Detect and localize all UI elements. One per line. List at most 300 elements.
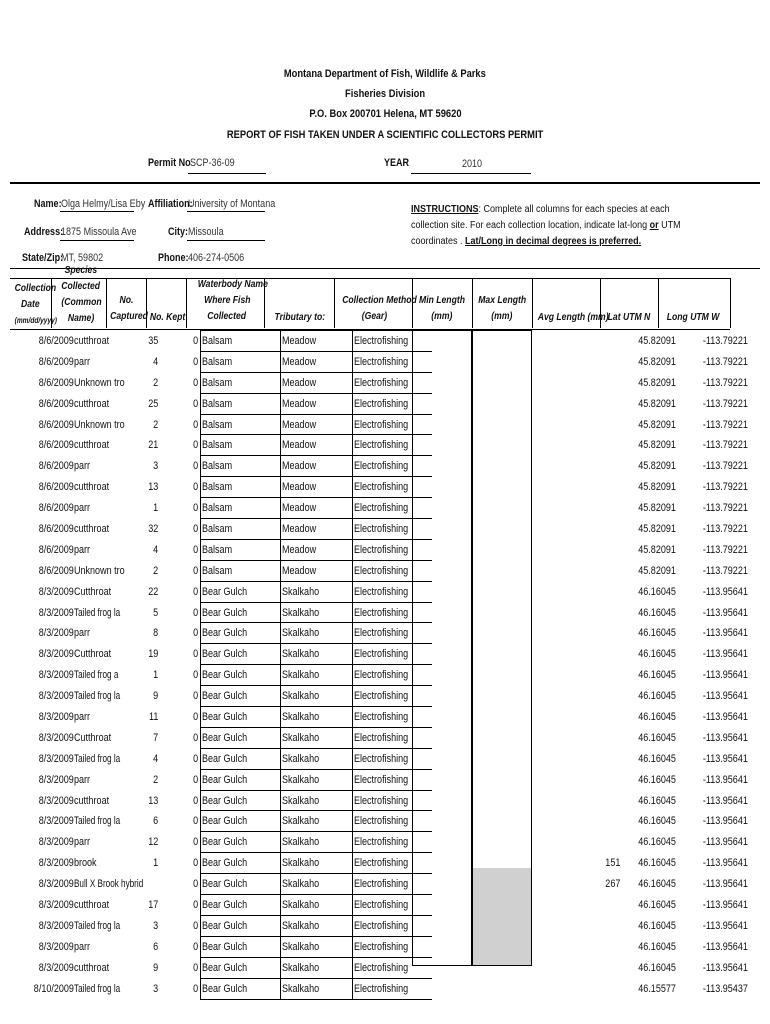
cell-kept[interactable]: 0 xyxy=(192,502,198,515)
cell-tributary[interactable]: Skalkaho xyxy=(281,978,353,999)
cell-max[interactable] xyxy=(492,414,552,435)
cell-species[interactable]: Unknown tro xyxy=(74,418,125,431)
cell-kept[interactable]: 0 xyxy=(192,606,198,619)
cell-min[interactable] xyxy=(432,435,492,456)
cell-avg[interactable] xyxy=(552,832,620,853)
cell-kept[interactable]: 0 xyxy=(192,940,198,953)
cell-lat[interactable]: 46.16045 xyxy=(638,669,676,682)
cell-date[interactable]: 8/6/2009 xyxy=(38,376,74,389)
cell-lat[interactable]: 46.16045 xyxy=(638,961,676,974)
cell-max[interactable] xyxy=(492,957,552,978)
cell-tributary[interactable]: Skalkaho xyxy=(281,602,353,623)
cell-avg[interactable] xyxy=(552,519,620,540)
cell-tributary[interactable]: Skalkaho xyxy=(281,853,353,874)
cell-method[interactable]: Electrofishing xyxy=(353,895,433,916)
cell-waterbody[interactable]: Bear Gulch xyxy=(201,957,281,978)
cell-avg[interactable] xyxy=(552,665,620,686)
cell-min[interactable] xyxy=(432,790,492,811)
cell-waterbody[interactable]: Balsam xyxy=(201,560,281,581)
cell-species[interactable]: Tailed frog la xyxy=(74,606,121,619)
cell-kept[interactable]: 0 xyxy=(192,439,198,452)
cell-min[interactable] xyxy=(432,686,492,707)
cell-species[interactable]: Cutthroat xyxy=(74,648,112,661)
cell-date[interactable]: 8/3/2009 xyxy=(38,690,74,703)
cell-date[interactable]: 8/10/2009 xyxy=(33,982,74,995)
cell-date[interactable]: 8/3/2009 xyxy=(38,940,74,953)
cell-captured[interactable]: 2 xyxy=(152,564,158,577)
cell-min[interactable] xyxy=(432,331,492,352)
cell-kept[interactable]: 0 xyxy=(192,355,198,368)
cell-tributary[interactable]: Skalkaho xyxy=(281,874,353,895)
cell-waterbody[interactable]: Balsam xyxy=(201,519,281,540)
cell-tributary[interactable]: Skalkaho xyxy=(281,936,353,957)
cell-species[interactable]: Tailed frog la xyxy=(74,815,121,828)
cell-lat[interactable]: 45.82091 xyxy=(638,543,676,556)
cell-kept[interactable]: 0 xyxy=(192,418,198,431)
cell-min[interactable] xyxy=(432,393,492,414)
cell-species[interactable]: parr xyxy=(74,543,91,556)
cell-method[interactable]: Electrofishing xyxy=(353,644,433,665)
cell-tributary[interactable]: Meadow xyxy=(281,372,353,393)
cell-min[interactable] xyxy=(432,895,492,916)
cell-method[interactable]: Electrofishing xyxy=(353,498,433,519)
cell-long[interactable]: -113.95641 xyxy=(703,857,748,870)
cell-lat[interactable]: 46.15577 xyxy=(638,982,676,995)
cell-long[interactable]: -113.95641 xyxy=(703,627,748,640)
cell-avg[interactable] xyxy=(552,372,620,393)
cell-waterbody[interactable]: Bear Gulch xyxy=(201,623,281,644)
cell-lat[interactable]: 46.16045 xyxy=(638,836,676,849)
cell-species[interactable]: cutthroat xyxy=(74,481,110,494)
cell-kept[interactable]: 0 xyxy=(192,627,198,640)
cell-species[interactable]: parr xyxy=(74,502,91,515)
cell-min[interactable] xyxy=(432,957,492,978)
cell-long[interactable]: -113.95641 xyxy=(703,648,748,661)
cell-method[interactable]: Electrofishing xyxy=(353,602,433,623)
cell-lat[interactable]: 45.82091 xyxy=(638,439,676,452)
cell-max[interactable] xyxy=(492,581,552,602)
cell-captured[interactable]: 17 xyxy=(147,898,158,911)
cell-captured[interactable]: 12 xyxy=(147,836,158,849)
cell-tributary[interactable]: Meadow xyxy=(281,539,353,560)
cell-lat[interactable]: 46.16045 xyxy=(638,898,676,911)
cell-kept[interactable]: 0 xyxy=(192,564,198,577)
address-value[interactable]: 1875 Missoula Ave xyxy=(61,226,137,238)
cell-waterbody[interactable]: Bear Gulch xyxy=(201,790,281,811)
cell-min[interactable] xyxy=(432,519,492,540)
cell-max[interactable] xyxy=(492,895,552,916)
cell-date[interactable]: 8/3/2009 xyxy=(38,752,74,765)
cell-max[interactable] xyxy=(492,393,552,414)
cell-tributary[interactable]: Skalkaho xyxy=(281,623,353,644)
cell-date[interactable]: 8/6/2009 xyxy=(38,397,74,410)
cell-captured[interactable]: 6 xyxy=(152,815,158,828)
cell-method[interactable]: Electrofishing xyxy=(353,519,433,540)
cell-tributary[interactable]: Meadow xyxy=(281,435,353,456)
cell-long[interactable]: -113.95641 xyxy=(703,940,748,953)
cell-kept[interactable]: 0 xyxy=(192,919,198,932)
cell-avg[interactable] xyxy=(552,560,620,581)
cell-lat[interactable]: 46.16045 xyxy=(638,815,676,828)
cell-max[interactable] xyxy=(492,331,552,352)
cell-avg[interactable] xyxy=(552,707,620,728)
cell-method[interactable]: Electrofishing xyxy=(353,686,433,707)
cell-method[interactable]: Electrofishing xyxy=(353,790,433,811)
cell-waterbody[interactable]: Balsam xyxy=(201,372,281,393)
cell-kept[interactable]: 0 xyxy=(192,376,198,389)
cell-species[interactable]: parr xyxy=(74,940,91,953)
cell-date[interactable]: 8/3/2009 xyxy=(38,898,74,911)
cell-min[interactable] xyxy=(432,414,492,435)
cell-tributary[interactable]: Meadow xyxy=(281,477,353,498)
cell-method[interactable]: Electrofishing xyxy=(353,393,433,414)
cell-min[interactable] xyxy=(432,936,492,957)
cell-waterbody[interactable]: Balsam xyxy=(201,351,281,372)
cell-method[interactable]: Electrofishing xyxy=(353,727,433,748)
cell-kept[interactable]: 0 xyxy=(192,334,198,347)
cell-long[interactable]: -113.79221 xyxy=(703,564,748,577)
cell-species[interactable]: parr xyxy=(74,460,91,473)
cell-waterbody[interactable]: Bear Gulch xyxy=(201,811,281,832)
cell-captured[interactable]: 4 xyxy=(152,355,158,368)
cell-waterbody[interactable]: Bear Gulch xyxy=(201,727,281,748)
cell-tributary[interactable]: Skalkaho xyxy=(281,769,353,790)
cell-date[interactable]: 8/3/2009 xyxy=(38,710,74,723)
cell-lat[interactable]: 46.16045 xyxy=(638,919,676,932)
cell-tributary[interactable]: Meadow xyxy=(281,456,353,477)
cell-min[interactable] xyxy=(432,707,492,728)
cell-avg[interactable]: 267 xyxy=(604,878,620,891)
cell-method[interactable]: Electrofishing xyxy=(353,623,433,644)
cell-max[interactable] xyxy=(492,853,552,874)
cell-avg[interactable] xyxy=(552,623,620,644)
cell-species[interactable]: cutthroat xyxy=(74,794,110,807)
cell-min[interactable] xyxy=(432,456,492,477)
cell-kept[interactable]: 0 xyxy=(192,710,198,723)
cell-waterbody[interactable]: Balsam xyxy=(201,477,281,498)
cell-lat[interactable]: 46.16045 xyxy=(638,627,676,640)
cell-waterbody[interactable]: Balsam xyxy=(201,414,281,435)
cell-lat[interactable]: 46.16045 xyxy=(638,648,676,661)
cell-captured[interactable]: 2 xyxy=(152,773,158,786)
cell-method[interactable]: Electrofishing xyxy=(353,707,433,728)
cell-species[interactable]: cutthroat xyxy=(74,522,110,535)
cell-waterbody[interactable]: Bear Gulch xyxy=(201,581,281,602)
cell-species[interactable]: Tailed frog la xyxy=(74,752,121,765)
cell-method[interactable]: Electrofishing xyxy=(353,832,433,853)
cell-tributary[interactable]: Skalkaho xyxy=(281,707,353,728)
cell-waterbody[interactable]: Bear Gulch xyxy=(201,748,281,769)
cell-captured[interactable]: 13 xyxy=(147,794,158,807)
cell-date[interactable]: 8/6/2009 xyxy=(38,460,74,473)
cell-lat[interactable]: 46.16045 xyxy=(638,857,676,870)
cell-captured[interactable]: 6 xyxy=(152,940,158,953)
cell-kept[interactable]: 0 xyxy=(192,982,198,995)
cell-lat[interactable]: 45.82091 xyxy=(638,522,676,535)
cell-date[interactable]: 8/3/2009 xyxy=(38,627,74,640)
cell-species[interactable]: Cutthroat xyxy=(74,731,112,744)
cell-max[interactable] xyxy=(492,351,552,372)
cell-long[interactable]: -113.79221 xyxy=(703,502,748,515)
cell-kept[interactable]: 0 xyxy=(192,752,198,765)
cell-long[interactable]: -113.95641 xyxy=(703,752,748,765)
permit-value[interactable]: SCP-36-09 xyxy=(190,157,235,169)
cell-captured[interactable]: 21 xyxy=(147,439,158,452)
cell-kept[interactable]: 0 xyxy=(192,585,198,598)
cell-date[interactable]: 8/3/2009 xyxy=(38,648,74,661)
cell-captured[interactable]: 35 xyxy=(147,334,158,347)
cell-date[interactable]: 8/6/2009 xyxy=(38,543,74,556)
cell-avg[interactable] xyxy=(552,915,620,936)
cell-date[interactable]: 8/3/2009 xyxy=(38,878,74,891)
cell-method[interactable]: Electrofishing xyxy=(353,811,433,832)
cell-avg[interactable] xyxy=(552,581,620,602)
cell-tributary[interactable]: Skalkaho xyxy=(281,790,353,811)
cell-tributary[interactable]: Skalkaho xyxy=(281,811,353,832)
cell-avg[interactable] xyxy=(552,895,620,916)
cell-min[interactable] xyxy=(432,372,492,393)
cell-date[interactable]: 8/6/2009 xyxy=(38,418,74,431)
cell-kept[interactable]: 0 xyxy=(192,543,198,556)
cell-tributary[interactable]: Skalkaho xyxy=(281,581,353,602)
cell-min[interactable] xyxy=(432,832,492,853)
cell-date[interactable]: 8/3/2009 xyxy=(38,961,74,974)
cell-captured[interactable]: 9 xyxy=(152,961,158,974)
cell-lat[interactable]: 45.82091 xyxy=(638,460,676,473)
cell-avg[interactable] xyxy=(552,414,620,435)
cell-method[interactable]: Electrofishing xyxy=(353,414,433,435)
cell-date[interactable]: 8/3/2009 xyxy=(38,919,74,932)
cell-long[interactable]: -113.95641 xyxy=(703,773,748,786)
cell-lat[interactable]: 46.16045 xyxy=(638,710,676,723)
cell-method[interactable]: Electrofishing xyxy=(353,456,433,477)
cell-max[interactable] xyxy=(492,623,552,644)
cell-method[interactable]: Electrofishing xyxy=(353,665,433,686)
cell-captured[interactable]: 8 xyxy=(152,627,158,640)
cell-tributary[interactable]: Skalkaho xyxy=(281,748,353,769)
cell-avg[interactable] xyxy=(552,748,620,769)
cell-avg[interactable] xyxy=(552,456,620,477)
cell-date[interactable]: 8/6/2009 xyxy=(38,355,74,368)
cell-min[interactable] xyxy=(432,978,492,999)
cell-avg[interactable] xyxy=(552,978,620,999)
cell-method[interactable]: Electrofishing xyxy=(353,853,433,874)
cell-species[interactable]: parr xyxy=(74,355,91,368)
cell-lat[interactable]: 45.82091 xyxy=(638,355,676,368)
cell-tributary[interactable]: Meadow xyxy=(281,414,353,435)
cell-avg[interactable] xyxy=(552,769,620,790)
cell-lat[interactable]: 46.16045 xyxy=(638,731,676,744)
cell-lat[interactable]: 46.16045 xyxy=(638,606,676,619)
cell-captured[interactable]: 13 xyxy=(147,481,158,494)
cell-max[interactable] xyxy=(492,602,552,623)
cell-waterbody[interactable]: Balsam xyxy=(201,393,281,414)
cell-kept[interactable]: 0 xyxy=(192,522,198,535)
cell-max[interactable] xyxy=(492,665,552,686)
cell-method[interactable]: Electrofishing xyxy=(353,351,433,372)
cell-captured[interactable]: 2 xyxy=(152,418,158,431)
cell-max[interactable] xyxy=(492,790,552,811)
cell-max[interactable] xyxy=(492,769,552,790)
cell-avg[interactable] xyxy=(552,602,620,623)
cell-waterbody[interactable]: Bear Gulch xyxy=(201,915,281,936)
cell-min[interactable] xyxy=(432,351,492,372)
cell-tributary[interactable]: Meadow xyxy=(281,498,353,519)
cell-max[interactable] xyxy=(492,372,552,393)
cell-tributary[interactable]: Skalkaho xyxy=(281,957,353,978)
cell-tributary[interactable]: Meadow xyxy=(281,393,353,414)
cell-max[interactable] xyxy=(492,477,552,498)
cell-date[interactable]: 8/3/2009 xyxy=(38,815,74,828)
cell-method[interactable]: Electrofishing xyxy=(353,915,433,936)
cell-method[interactable]: Electrofishing xyxy=(353,936,433,957)
cell-min[interactable] xyxy=(432,581,492,602)
cell-tributary[interactable]: Meadow xyxy=(281,351,353,372)
cell-species[interactable]: cutthroat xyxy=(74,961,110,974)
cell-tributary[interactable]: Meadow xyxy=(281,331,353,352)
cell-kept[interactable]: 0 xyxy=(192,481,198,494)
cell-long[interactable]: -113.95641 xyxy=(703,731,748,744)
cell-max[interactable] xyxy=(492,435,552,456)
cell-method[interactable]: Electrofishing xyxy=(353,769,433,790)
cell-species[interactable]: Tailed frog la xyxy=(74,690,121,703)
cell-captured[interactable]: 7 xyxy=(152,731,158,744)
cell-max[interactable] xyxy=(492,539,552,560)
cell-min[interactable] xyxy=(432,539,492,560)
cell-method[interactable]: Electrofishing xyxy=(353,581,433,602)
cell-species[interactable]: parr xyxy=(74,773,91,786)
cell-captured[interactable]: 25 xyxy=(147,397,158,410)
cell-avg[interactable]: 151 xyxy=(604,857,620,870)
year-value[interactable]: 2010 xyxy=(462,158,483,170)
cell-lat[interactable]: 45.82091 xyxy=(638,481,676,494)
cell-captured[interactable]: 9 xyxy=(152,690,158,703)
cell-long[interactable]: -113.95641 xyxy=(703,606,748,619)
cell-max[interactable] xyxy=(492,936,552,957)
cell-long[interactable]: -113.79221 xyxy=(703,355,748,368)
cell-avg[interactable] xyxy=(552,331,620,352)
cell-lat[interactable]: 46.16045 xyxy=(638,690,676,703)
cell-lat[interactable]: 46.16045 xyxy=(638,773,676,786)
cell-lat[interactable]: 45.82091 xyxy=(638,334,676,347)
cell-long[interactable]: -113.95641 xyxy=(703,919,748,932)
cell-method[interactable]: Electrofishing xyxy=(353,957,433,978)
cell-waterbody[interactable]: Bear Gulch xyxy=(201,665,281,686)
cell-avg[interactable] xyxy=(552,790,620,811)
cell-species[interactable]: Tailed frog la xyxy=(74,919,121,932)
cell-min[interactable] xyxy=(432,498,492,519)
cell-lat[interactable]: 45.82091 xyxy=(638,564,676,577)
cell-long[interactable]: -113.95641 xyxy=(703,898,748,911)
cell-captured[interactable]: 11 xyxy=(148,710,158,723)
phone-value[interactable]: 406-274-0506 xyxy=(188,252,245,264)
cell-max[interactable] xyxy=(492,498,552,519)
cell-min[interactable] xyxy=(432,748,492,769)
cell-max[interactable] xyxy=(492,874,552,895)
cell-species[interactable]: cutthroat xyxy=(74,334,110,347)
cell-max[interactable] xyxy=(492,978,552,999)
cell-tributary[interactable]: Skalkaho xyxy=(281,644,353,665)
cell-species[interactable]: parr xyxy=(74,710,91,723)
cell-captured[interactable]: 19 xyxy=(147,648,158,661)
cell-species[interactable]: cutthroat xyxy=(74,397,110,410)
cell-method[interactable]: Electrofishing xyxy=(353,477,433,498)
cell-waterbody[interactable]: Bear Gulch xyxy=(201,895,281,916)
cell-min[interactable] xyxy=(432,853,492,874)
cell-lat[interactable]: 46.16045 xyxy=(638,878,676,891)
cell-captured[interactable]: 22 xyxy=(147,585,158,598)
cell-species[interactable]: Unknown tro xyxy=(74,564,125,577)
cell-captured[interactable]: 1 xyxy=(152,857,158,870)
affiliation-value[interactable]: University of Montana xyxy=(188,198,276,210)
cell-method[interactable]: Electrofishing xyxy=(353,331,433,352)
cell-date[interactable]: 8/6/2009 xyxy=(38,522,74,535)
cell-waterbody[interactable]: Bear Gulch xyxy=(201,832,281,853)
cell-date[interactable]: 8/6/2009 xyxy=(38,502,74,515)
cell-date[interactable]: 8/3/2009 xyxy=(38,857,74,870)
cell-avg[interactable] xyxy=(552,644,620,665)
cell-avg[interactable] xyxy=(552,351,620,372)
cell-captured[interactable]: 5 xyxy=(152,606,158,619)
cell-date[interactable]: 8/3/2009 xyxy=(38,669,74,682)
name-value[interactable]: Olga Helmy/Lisa Eby xyxy=(61,198,146,210)
cell-long[interactable]: -113.79221 xyxy=(703,481,748,494)
cell-lat[interactable]: 46.16045 xyxy=(638,794,676,807)
cell-captured[interactable]: 3 xyxy=(152,982,158,995)
cell-waterbody[interactable]: Bear Gulch xyxy=(201,644,281,665)
cell-species[interactable]: parr xyxy=(74,627,91,640)
cell-long[interactable]: -113.79221 xyxy=(703,397,748,410)
cell-avg[interactable] xyxy=(552,393,620,414)
cell-species[interactable]: Unknown tro xyxy=(74,376,125,389)
cell-kept[interactable]: 0 xyxy=(192,773,198,786)
cell-tributary[interactable]: Skalkaho xyxy=(281,665,353,686)
cell-lat[interactable]: 45.82091 xyxy=(638,502,676,515)
cell-max[interactable] xyxy=(492,811,552,832)
cell-species[interactable]: cutthroat xyxy=(74,898,110,911)
cell-captured[interactable]: 2 xyxy=(152,376,158,389)
cell-kept[interactable]: 0 xyxy=(192,878,198,891)
cell-kept[interactable]: 0 xyxy=(192,794,198,807)
cell-waterbody[interactable]: Balsam xyxy=(201,435,281,456)
cell-waterbody[interactable]: Balsam xyxy=(201,539,281,560)
cell-waterbody[interactable]: Balsam xyxy=(201,498,281,519)
cell-tributary[interactable]: Meadow xyxy=(281,519,353,540)
cell-lat[interactable]: 45.82091 xyxy=(638,397,676,410)
cell-tributary[interactable]: Skalkaho xyxy=(281,727,353,748)
cell-species[interactable]: brook xyxy=(74,857,97,870)
cell-lat[interactable]: 45.82091 xyxy=(638,418,676,431)
cell-max[interactable] xyxy=(492,519,552,540)
cell-max[interactable] xyxy=(492,686,552,707)
cell-long[interactable]: -113.95641 xyxy=(703,585,748,598)
cell-long[interactable]: -113.79221 xyxy=(703,460,748,473)
cell-method[interactable]: Electrofishing xyxy=(353,539,433,560)
cell-lat[interactable]: 45.82091 xyxy=(638,376,676,389)
cell-min[interactable] xyxy=(432,665,492,686)
cell-kept[interactable]: 0 xyxy=(192,648,198,661)
cell-kept[interactable]: 0 xyxy=(192,669,198,682)
cell-captured[interactable]: 4 xyxy=(152,543,158,556)
cell-lat[interactable]: 46.16045 xyxy=(638,585,676,598)
cell-date[interactable]: 8/3/2009 xyxy=(38,585,74,598)
cell-lat[interactable]: 46.16045 xyxy=(638,940,676,953)
cell-long[interactable]: -113.95641 xyxy=(703,961,748,974)
cell-long[interactable]: -113.95641 xyxy=(703,710,748,723)
cell-long[interactable]: -113.95641 xyxy=(703,794,748,807)
cell-long[interactable]: -113.95641 xyxy=(703,836,748,849)
cell-waterbody[interactable]: Bear Gulch xyxy=(201,602,281,623)
